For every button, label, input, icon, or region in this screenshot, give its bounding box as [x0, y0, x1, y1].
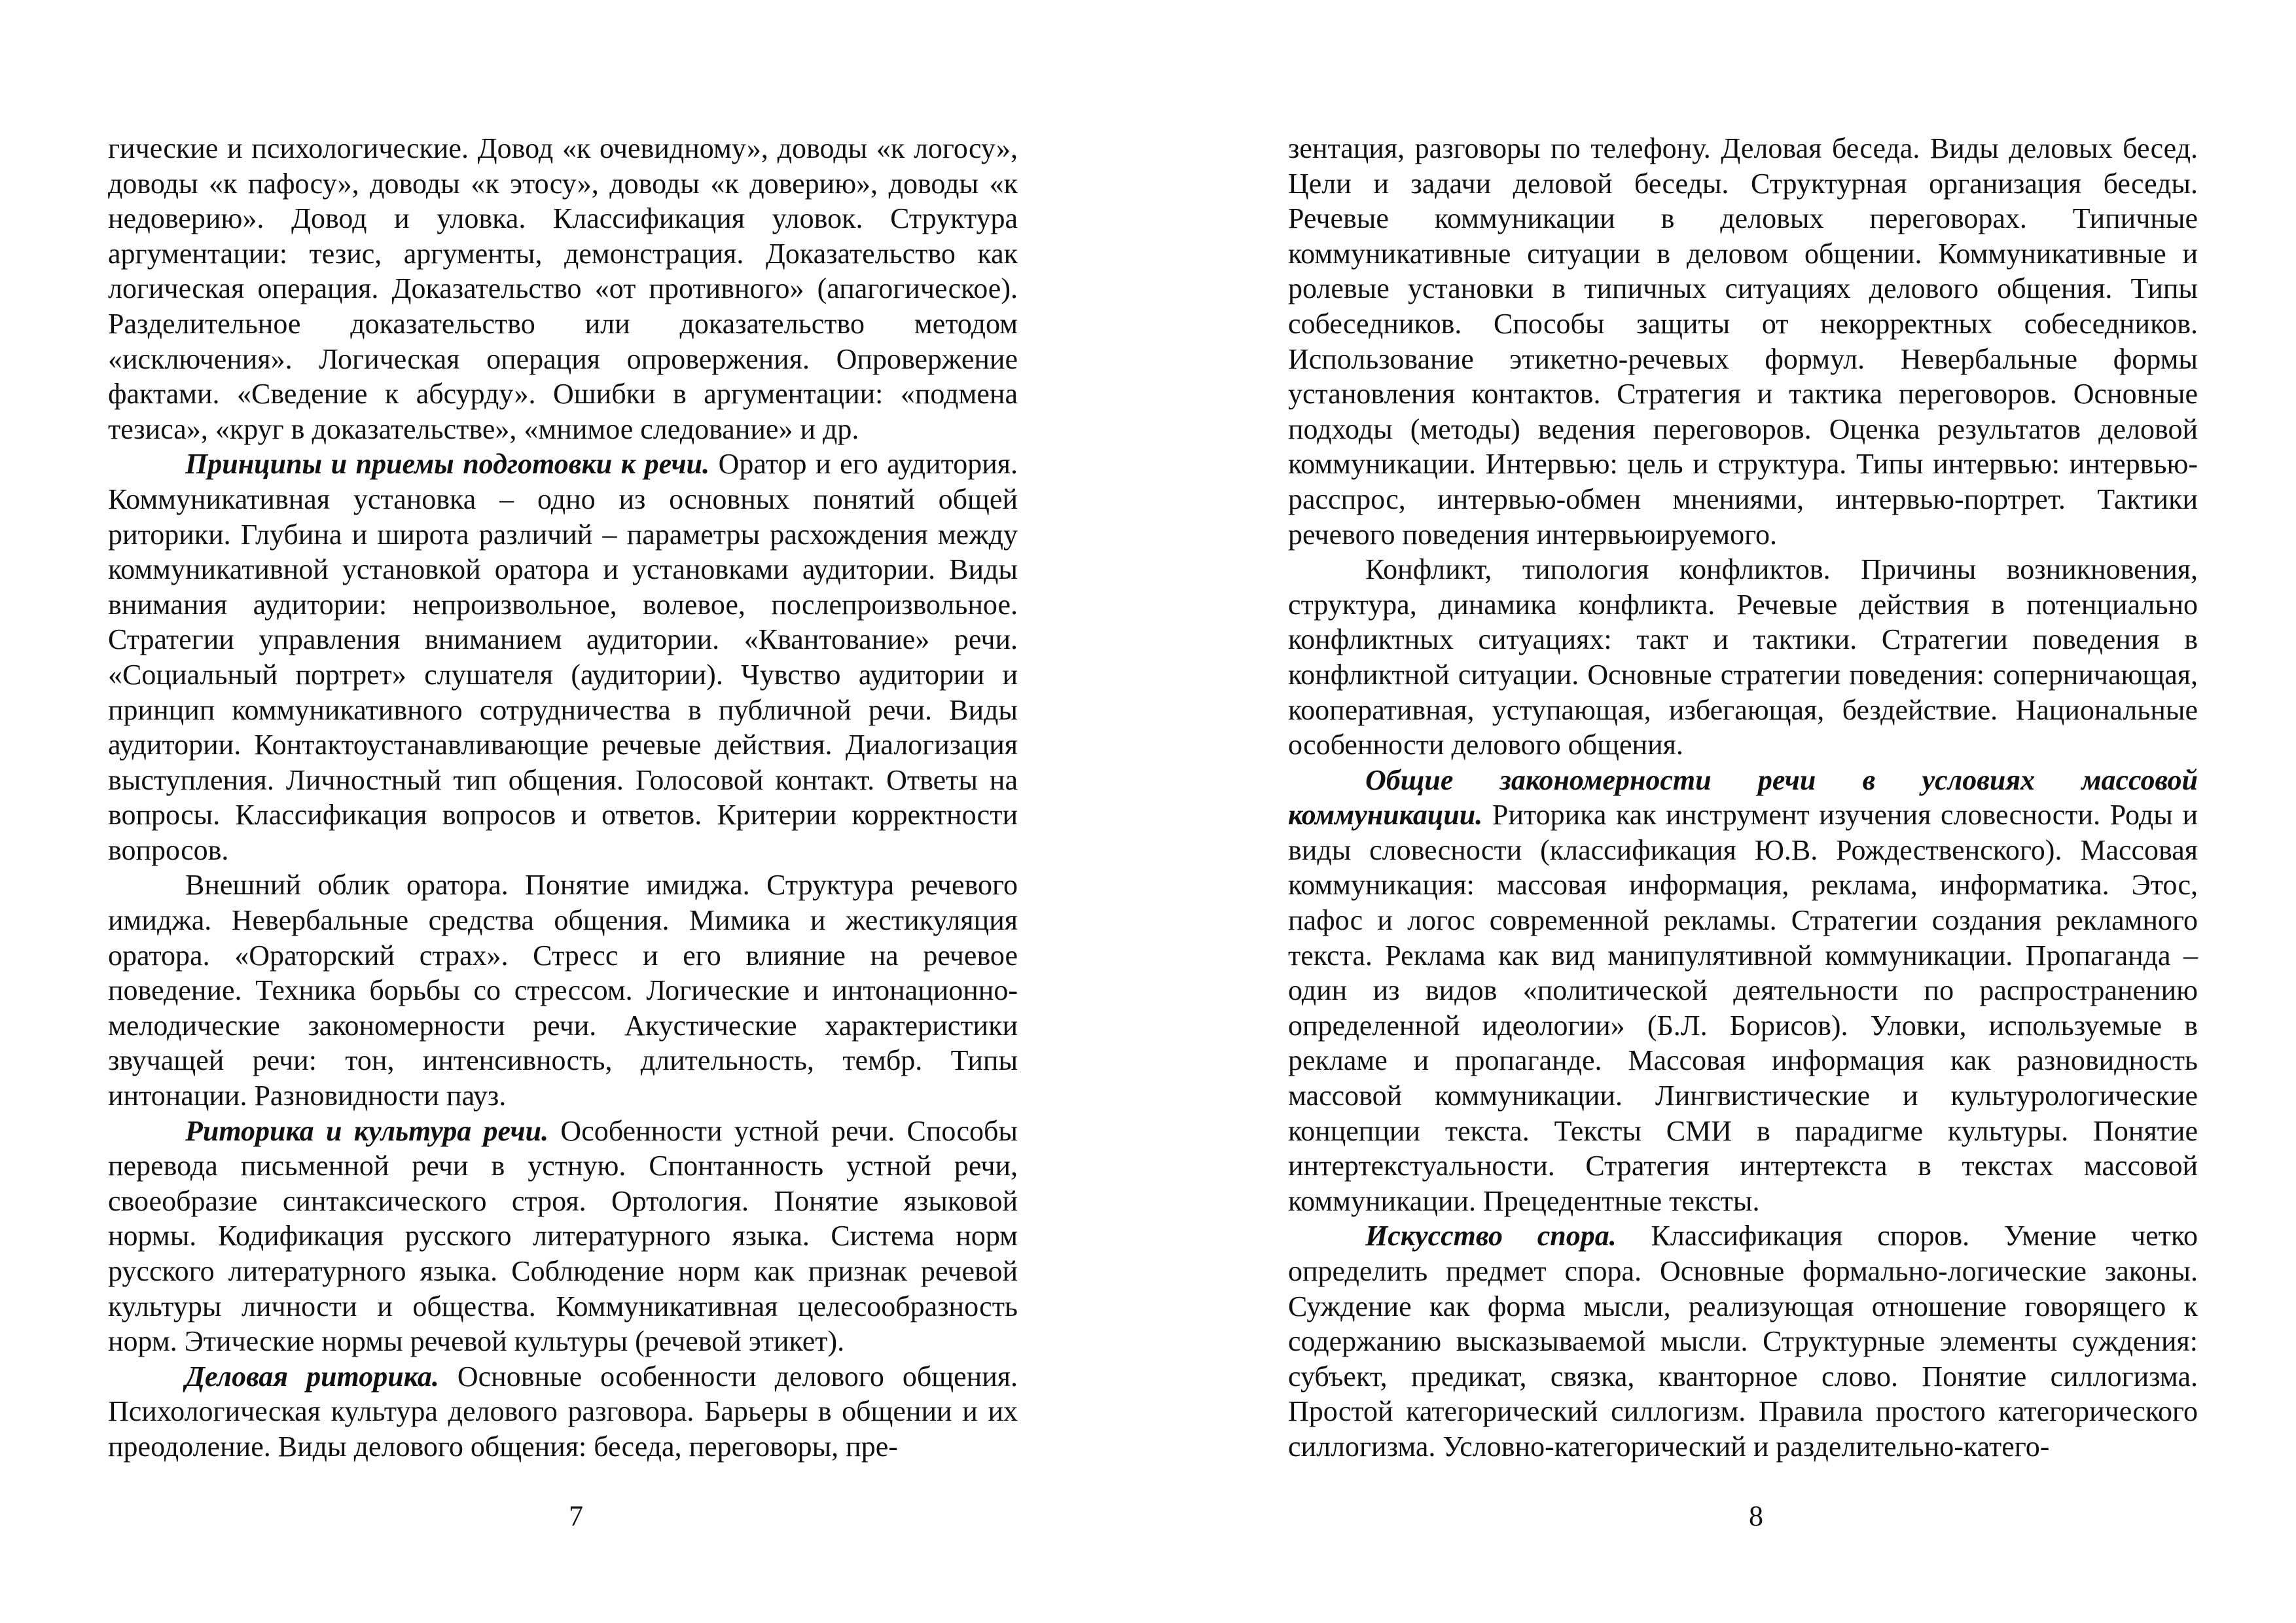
section-heading: Деловая риторика. — [185, 1360, 439, 1393]
paragraph — [1288, 131, 2198, 552]
left-page — [108, 131, 1018, 1539]
paragraph — [1288, 763, 2198, 1219]
section-heading: Искусство спора. — [1365, 1220, 1617, 1252]
paragraph — [108, 447, 1018, 867]
paragraph-text: Оратор и его аудитория. Коммуникативная установка – одно из основных понятий общей риторики. Глубина и широта различий – параметры расхождения между коммуникативной установкой оратора и установками аудитории. Виды внимания аудитории: непроизвольное, волевое, послепроизвольное. Стратегии управления вниманием аудитории. «Квантование» речи. «Социальный портрет» слушателя (аудитории). Чувство аудитории и принцип коммуникативного сотрудничества в публичной речи. Виды аудитории. Контактоустанавливающие речевые действия. Диалогизация выступления. Личностный тип общения. Голосовой контакт. Ответы на вопросы. Классификация вопросов и ответов. Критерии корректности вопросов. — [108, 448, 1018, 866]
section-heading: Общие закономерности речи в условиях массовой коммуникации. — [1288, 763, 2198, 831]
paragraph-text: Риторика как инструмент изучения словесности. Роды и виды словесности (классификация Ю.В. Рождественского). Массовая коммуникация: массовая информация, реклама, информатика. Этос, пафос и логос современной рекламы. Стратегии создания рекламного текста. Реклама как вид манипулятивной коммуникации. Пропаганда – один из видов «политической деятельности по распространению определенной идеологии» (Б.Л. Борисов). Уловки, используемые в рекламе и пропаганде. Массовая информация как разновидность массовой коммуникации. Лингвистические и культурологические концепции текста. Тексты СМИ в парадигме культуры. Понятие интертекстуальности. Стратегия интертекста в текстах массовой коммуникации. Прецедентные тексты. — [1288, 799, 2198, 1217]
paragraph — [108, 131, 1018, 447]
paragraph — [108, 1114, 1018, 1359]
section-heading: Риторика и культура речи. — [185, 1114, 549, 1147]
paragraph-text: Особенности устной речи. Способы перевода письменной речи в устную. Спонтанность устной речи, своеобразие синтаксического строя. Ортология. Понятие языковой нормы. Кодификация русского литературного языка. Система норм русского литературного языка. Соблюдение норм как признак речевой культуры личности и общества. Коммуникативная целесообразность норм. Этические нормы речевой культуры (речевой этикет). — [108, 1114, 1018, 1358]
paragraph-text: Классификация споров. Умение четко определить предмет спора. Основные формально-логические законы. Суждение как форма мысли, реализующая отношение говорящего к содержанию высказываемой мысли. Структурные элементы суждения: субъект, предикат, связка, кванторное слово. Понятие силлогизма. Простой категорический силлогизм. Правила простого категорического силлогизма. Условно-категорический и разделительно-катего- — [1288, 1220, 2198, 1463]
section-heading: Принципы и приемы подготовки к речи. — [185, 448, 710, 481]
page-number: 8 — [1749, 1500, 1763, 1532]
paragraph — [1288, 552, 2198, 763]
paragraph — [1288, 1218, 2198, 1464]
page-number: 7 — [569, 1500, 583, 1532]
left-page-text — [108, 131, 1018, 1465]
paragraph-text: Основные особенности делового общения. Психологическая культура делового разговора. Барьеры в общении и их преодоление. Виды делового общения: беседа, переговоры, пре- — [108, 1360, 1018, 1463]
paragraph-text: Конфликт, типология конфликтов. Причины возникновения, структура, динамика конфликта. Речевые действия в потенциально конфликтных ситуациях: такт и тактики. Стратегии поведения в конфликтной ситуации. Основные стратегии поведения: соперничающая, кооперативная, уступающая, избегающая, бездействие. Национальные особенности делового общения. — [1288, 553, 2198, 761]
right-page — [1288, 131, 2198, 1539]
paragraph — [108, 1359, 1018, 1465]
right-page-text — [1288, 131, 2198, 1465]
paragraph-text: Внешний облик оратора. Понятие имиджа. Структура речевого имиджа. Невербальные средства общения. Мимика и жестикуляция оратора. «Ораторский страх». Стресс и его влияние на речевое поведение. Техника борьбы со стрессом. Логические и интонационно-мелодические закономерности речи. Акустические характеристики звучащей речи: тон, интенсивность, длительность, тембр. Типы интонации. Разновидности пауз. — [108, 869, 1018, 1112]
paragraph-text: зентация, разговоры по телефону. Деловая беседа. Виды деловых бесед. Цели и задачи деловой беседы. Структурная организация беседы. Речевые коммуникации в деловых переговорах. Типичные коммуникативные ситуации в деловом общении. Коммуникативные и ролевые установки в типичных ситуациях делового общения. Типы собеседников. Способы защиты от некорректных собеседников. Использование этикетно-речевых формул. Невербальные формы установления контактов. Стратегия и тактика переговоров. Основные подходы (методы) ведения переговоров. Оценка результатов деловой коммуникации. Интервью: цель и структура. Типы интервью: интервью-расспрос, интервью-обмен мнениями, интервью-портрет. Тактики речевого поведения интервьюируемого. — [1288, 132, 2198, 551]
paragraph — [108, 867, 1018, 1113]
paragraph-text: гические и психологические. Довод «к очевидному», доводы «к логосу», доводы «к пафосу», доводы «к этосу», доводы «к доверию», доводы «к недоверию». Довод и уловка. Классификация уловок. Структура аргументации: тезис, аргументы, демонстрация. Доказательство как логическая операция. Доказательство «от противного» (апагогическое). Разделительное доказательство или доказательство методом «исключения». Логическая операция опровержения. Опровержение фактами. «Сведение к абсурду». Ошибки в аргументации: «подмена тезиса», «круг в доказательстве», «мнимое следование» и др. — [108, 132, 1018, 445]
